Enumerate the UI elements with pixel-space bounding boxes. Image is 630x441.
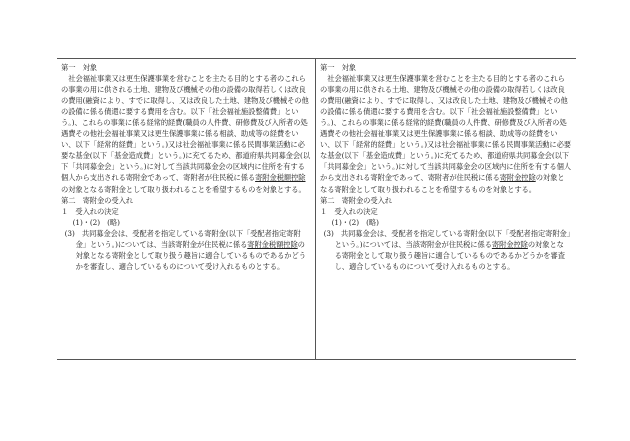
- item-3: (3) 共同募金会は、受配者を指定している寄附金(以下「受配者指定寄附金」という。)については、当該寄附金が住民税に係る寄附金控除の対象となる寄附金として取り扱う趣旨に適合しているものであるかどうかを審査し、適合しているものについて受け入れるものとする。: [323, 228, 571, 271]
- column-revised: [57, 59, 316, 359]
- comparison-table: [57, 58, 576, 360]
- section2-heading: 第二 寄附金の受入れ: [61, 195, 133, 205]
- items-omitted: (1)・(2) (略): [331, 217, 379, 227]
- underlined-term: 寄附金税額控除: [255, 173, 306, 183]
- section2-heading: 第二 寄附金の受入れ: [320, 195, 392, 205]
- items-omitted: (1)・(2) (略): [72, 217, 120, 227]
- section1-paragraph: 社会福祉事業又は更生保護事業を営むことを主たる目的とする者のこれらの事業の用に供される土地、建物及び機械その他の設備の取得若しくは改良の費用(融資により、すでに取得し、又は改良した土地、建物及び機械その他の設備に係る債還に要する費用を含む。以下「社会福祉施設整備費」という。)、これらの事業に係る経常的経費(職員の人件費、研修費及び入所者の処遇費その他社会福祉事業又は更生保護事業に係る相談、助成等の経費をいい、以下「経常的経費」という。)又は社会福祉事業に係る民間事業活動に必要な基金(以下「基金造成費」という。)に充てるため、都道府県共同募金会(以下「共同募金会」という。)に対して当該共同募金会の区域内に住所を有する個人から支出される寄附金であって、寄附者が住民税に係る寄附金税額控除の対象となる寄附金として取り扱われることを希望するものを対象とする。: [61, 74, 310, 194]
- underlined-term: 寄附金控除: [491, 239, 528, 249]
- column-current: [316, 59, 575, 359]
- item-3: (3) 共同募金会は、受配者を指定している寄附金(以下「受配者指定寄附金」という。)については、当該寄附金が住民税に係る寄附金税額控除の対象となる寄附金として取り扱う趣旨に適合しているものであるかどうかを審査し、適合しているものについて受け入れるものとする。: [64, 228, 306, 271]
- section1-heading: 第一 対象: [61, 63, 97, 72]
- section1-paragraph: 社会福祉事業又は更生保護事業を営むことを主たる目的とする者のこれらの事業の用に供される土地、建物及び機械その他の設備の取得若しくは改良の費用(融資により、すでに取得し、又は改良した土地、建物及び機械その他の設備に係る債還に要する費用を含む。以下「社会福祉施設整備費」という。)、これらの事業に係る経常的経費(職員の人件費、研修費及び入所者の処遇費その他社会福祉事業又は更生保護事業に係る相談、助成等の経費をいい、以下「経常的経費」という。)又は社会福祉事業に係る民間事業活動に必要な基金(以下「基金造成費」という。)に充てるため、都道府県共同募金会(以下「共同募金会」という。)に対して当該共同募金会の区域内に住所を有する個人から支出される寄附金であって、寄附者が住民税に係る寄附金控除の対象となる寄附金として取り扱われることを希望するものを対象とする。: [320, 74, 571, 194]
- subsection-heading: １ 受入れの決定: [61, 206, 119, 216]
- underlined-term: 寄附金控除: [499, 173, 536, 183]
- section1-heading: 第一 対象: [320, 63, 356, 72]
- subsection-heading: １ 受入れの決定: [320, 206, 378, 216]
- underlined-term: 寄附金税額控除: [247, 239, 298, 249]
